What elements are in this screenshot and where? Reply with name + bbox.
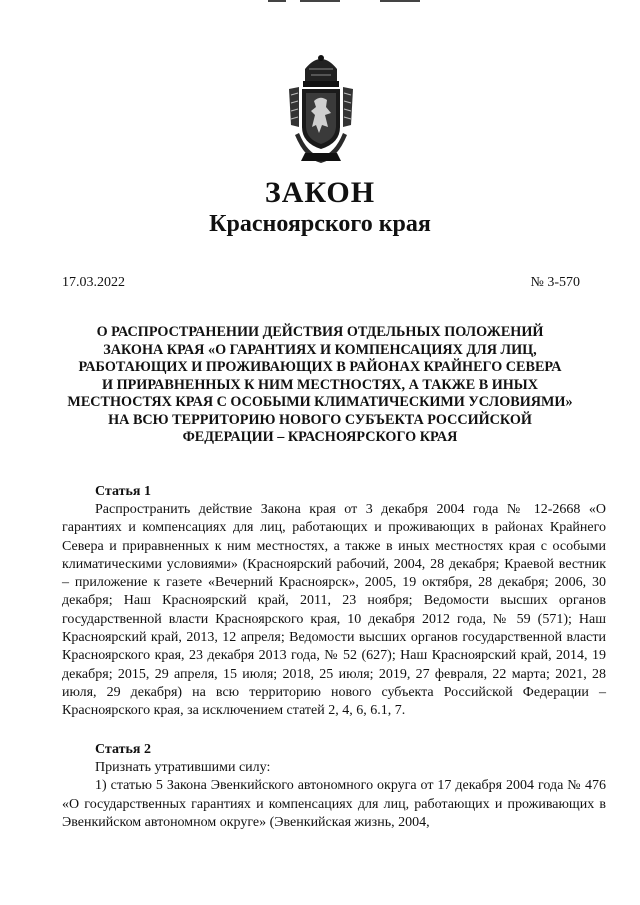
heading-line: И ПРИРАВНЕННЫХ К НИМ МЕСТНОСТЯХ, А ТАКЖЕ В ИНЫХ: [102, 376, 538, 393]
document-subtitle: Красноярского края: [209, 211, 431, 237]
document-date: 17.03.2022: [62, 275, 125, 290]
heading-line: РАБОТАЮЩИХ И ПРОЖИВАЮЩИХ В РАЙОНАХ КРАЙНЕГО СЕВЕРА: [78, 359, 562, 375]
coat-of-arms-icon: [285, 55, 357, 167]
scan-mark: [268, 0, 286, 2]
heading-line: МЕСТНОСТЯХ КРАЯ С ОСОБЫМИ КЛИМАТИЧЕСКИМИ УСЛОВИЯМИ»: [67, 394, 573, 410]
article-2-item-1: 1) статью 5 Закона Эвенкийского автономного округа от 17 декабря 2004 года № 476 «О государственных гарантиях и компенсациях для лиц, работающих и проживающих в Эвенкийском автономном округе» (Эвенкийская жизнь, 2004,: [62, 778, 606, 830]
heading-line: НА ВСЮ ТЕРРИТОРИЮ НОВОГО СУБЪЕКТА РОССИЙСКОЙ: [108, 411, 532, 428]
heading-line: ФЕДЕРАЦИИ – КРАСНОЯРСКОГО КРАЯ: [182, 429, 458, 445]
article-2-title: Статья 2: [95, 742, 151, 757]
scan-mark: [300, 0, 340, 2]
document-title: ЗАКОН: [264, 176, 376, 209]
heading-line: О РАСПРОСТРАНЕНИИ ДЕЙСТВИЯ ОТДЕЛЬНЫХ ПОЛОЖЕНИЙ: [96, 324, 544, 340]
document-number: № 3-570: [530, 275, 580, 290]
article-1-body: [62, 501, 606, 721]
article-2-intro: Признать утратившими силу:: [95, 760, 271, 775]
article-2-body: [62, 759, 606, 832]
article-1-title: Статья 1: [95, 484, 151, 499]
scan-mark: [380, 0, 420, 2]
heading-line: ЗАКОНА КРАЯ «О ГАРАНТИЯХ И КОМПЕНСАЦИЯХ ДЛЯ ЛИЦ,: [103, 341, 537, 358]
article-1-text: Распространить действие Закона края от 3 декабря 2004 года № 12-2668 «О гарантиях и компенсациях для лиц, работающих и проживающих в районах Крайнего Севера и приравненных к ним местностях, а также в иных местностях края с особыми климатическими условиями» (Красноярский рабочий, 2004, 28 декабря; Краевой вестник – приложение к газете «Вечерний Красноярск», 2005, 19 октября, 28 декабря; 2006, 30 декабря; Наш Красноярский край, 2011, 23 ноября; Ведомости высших органов государственной власти Красноярского края, 10 декабря 2012 года, № 59 (571); Наш Красноярский край, 2013, 12 апреля; Ведомости высших органов государственной власти Красноярского края, 23 декабря 2013 года, № 52 (627); Наш Красноярский край, 2014, 19 декабря; 2015, 29 апреля, 15 июля; 2018, 25 июля; 2019, 27 февраля, 22 марта; 2021, 28 июля, 29 декабря) на всю территорию нового субъекта Российской Федерации – Красноярского края, за исключением статей 2, 4, 6, 6.1, 7.: [62, 502, 606, 719]
law-heading: [55, 324, 585, 447]
